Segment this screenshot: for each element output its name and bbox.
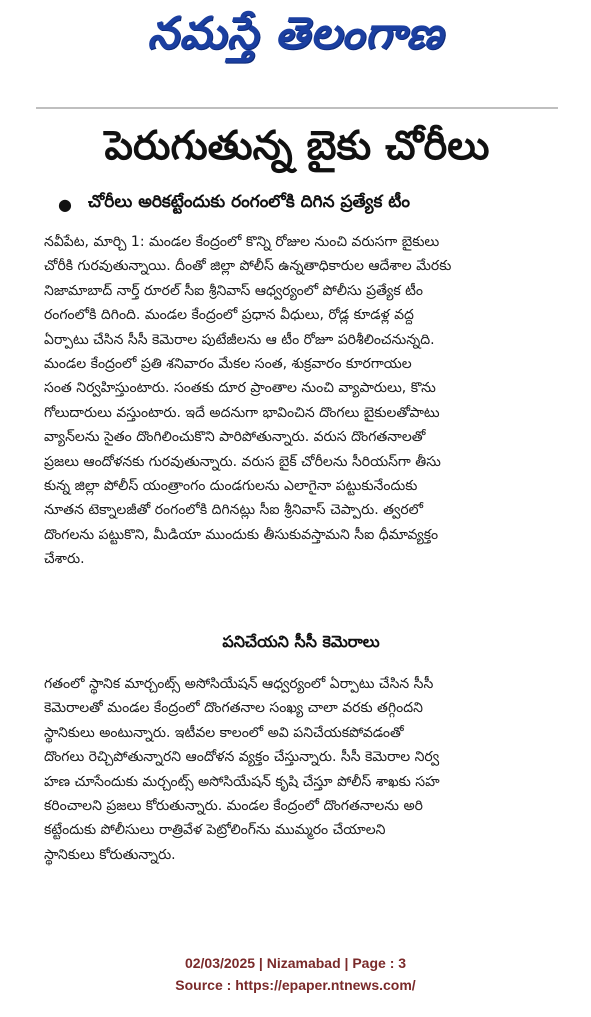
bullet-icon: ●: [58, 194, 72, 214]
masthead: [0, 0, 591, 78]
footer: [0, 952, 591, 996]
article-subheadline: [58, 192, 558, 216]
article-headline: పెరుగుతున్న బైకు చోరీలు: [104, 123, 490, 169]
footer-date-edition: 02/03/2025 | Nizamabad | Page : 3: [184, 955, 407, 971]
subheadline-text: చోరీలు అరికట్టేందుకు రంగంలోకి దిగిన ప్రత్యేక టీం: [87, 192, 410, 212]
header-divider: [36, 107, 558, 109]
article-body: నవీపేట, మార్చి 1: మండల కేంద్రంలో కొన్ని రోజుల నుంచి వరుసగా బైకులు చోరీకి గురవుతున్నాయి. దీంతో జిల్లా పోలీస్ ఉన్నతాధికారుల ఆదేశాల మేరకు నిజామాబాద్ నార్త్ రూరల్ సీఐ శ్రీనివాస్ ఆధ్వర్యంలో పోలీసు ప్రత్యేక టీం రంగంలోకి దిగింది. మండల కేంద్రంలో ప్రధాన వీధులు, రోడ్ల కూడళ్ల వద్ద ఏర్పాటు చేసిన సీసీ కెమెరాల పుటేజీలను ఆ టీం రోజూ పరిశీలించనున్నది. మండల కేంద్రంలో ప్రతి శనివారం మేకల సంత, శుక్రవారం కూరగాయల సంత నిర్వహిస్తుంటారు. సంతకు దూర ప్రాంతాల నుంచి వ్యాపారులు, కొను గోలుదారులు వస్తుంటారు. ఇదే అదనుగా భావించిన దొంగలు బైకులతోపాటు వ్యాన్‌లను సైతం దొంగిలించుకొని పారిపోతున్నారు. వరుస దొంగతనాలతో ప్రజలు ఆందోళనకు గురవుతున్నారు. వరుస బైక్ చోరీలను సీరియస్‌గా తీసు కున్న జిల్లా పోలీస్ యంత్రాంగం దుండగులను ఎలాగైనా పట్టుకునేందుకు నూతన టెక్నాలజీతో రంగంలోకి దిగినట్లు సీఐ శ్రీనివాస్ చెప్పారు. త్వరలో దొంగలను పట్టుకొని, మీడియా ముందుకు తీసుకువస్తామని సీఐ ధీమావ్యక్తం చేశారు.: [44, 234, 452, 568]
section-title: పనిచేయని సీసీ కెమెరాలు: [222, 632, 380, 651]
footer-source: Source : https://epaper.ntnews.com/: [175, 977, 416, 993]
newspaper-logo: నమస్తే తెలంగాణ: [147, 8, 444, 59]
section-body: గతంలో స్థానిక మార్చంట్స్ అసోసియేషన్ ఆధ్వర్యంలో ఏర్పాటు చేసిన సీసీ కెమెరాలతో మండల కేంద్రంలో దొంగతనాల సంఖ్య చాలా వరకు తగ్గిందని స్థానికులు అంటున్నారు. ఇటీవల కాలంలో అవి పనిచేయకపోవడంతో దొంగలు రెచ్చిపోతున్నారని ఆందోళన వ్యక్తం చేస్తున్నారు. సీసీ కెమెరాల నిర్వ హణ చూసేందుకు మర్చంట్స్ అసోసియేషన్ కృషి చేస్తూ పోలీస్ శాఖకు సహ కరించాలని ప్రజలు కోరుతున్నారు. మండల కేంద్రంలో దొంగతనాలను అరి కట్టేందుకు పోలీసులు రాత్రివేళ పెట్రోలింగ్‌ను ముమ్మరం చేయాలని స్థానికులు కోరుతున్నారు.: [44, 676, 440, 863]
